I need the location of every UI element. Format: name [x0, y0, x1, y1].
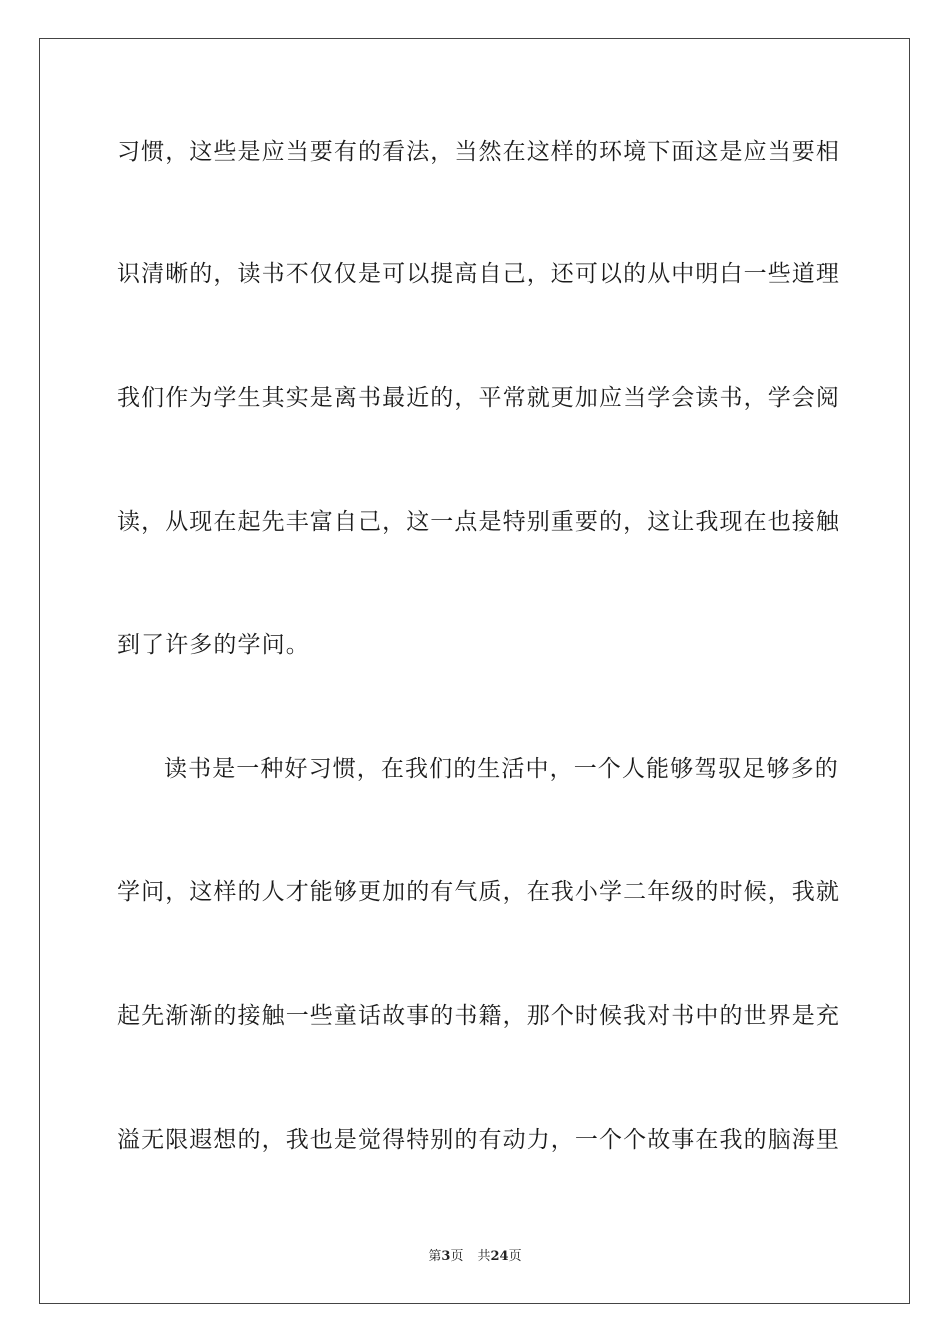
paragraph-line-4: 读，从现在起先丰富自己，这一点是特别重要的，这让我现在也接触: [117, 509, 840, 535]
paragraph-line-9: 溢无限遐想的，我也是觉得特别的有动力，一个个故事在我的脑海里: [117, 1127, 840, 1153]
total-prefix: 共: [477, 1249, 491, 1264]
paragraph-line-5: 到了许多的学问。: [117, 632, 310, 658]
total-suffix: 页: [508, 1249, 522, 1264]
page-footer: [0, 1249, 950, 1265]
paragraph-line-2: 识清晰的，读书不仅仅是可以提高自己，还可以的从中明白一些道理: [117, 261, 840, 287]
page-suffix: 页: [450, 1249, 464, 1264]
paragraph-line-6: 读书是一种好习惯，在我们的生活中，一个人能够驾驭足够多的: [164, 756, 839, 782]
page-number: 3: [441, 1249, 451, 1264]
paragraph-line-1: 习惯，这些是应当要有的看法，当然在这样的环境下面这是应当要相: [117, 139, 840, 165]
page-prefix: 第: [428, 1249, 442, 1264]
paragraph-line-7: 学问，这样的人才能够更加的有气质，在我小学二年级的时候，我就: [117, 879, 840, 905]
paragraph-line-8: 起先渐渐的接触一些童话故事的书籍，那个时候我对书中的世界是充: [117, 1003, 840, 1029]
total-pages: 24: [490, 1249, 509, 1264]
page-border: [39, 38, 910, 1304]
paragraph-line-3: 我们作为学生其实是离书最近的，平常就更加应当学会读书，学会阅: [117, 385, 840, 411]
